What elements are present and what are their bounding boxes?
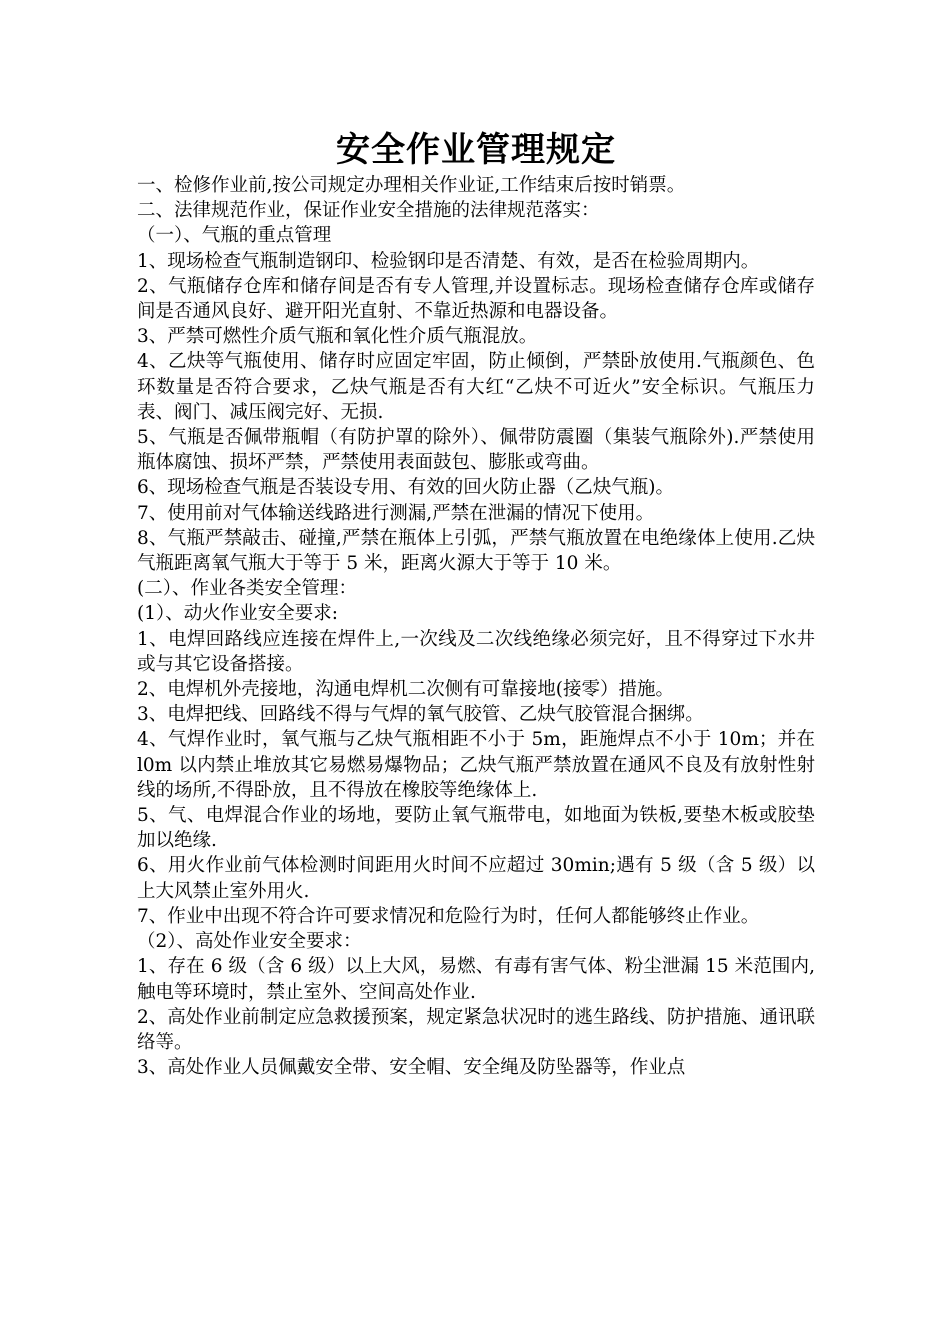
list-item: 1、电焊回路线应连接在焊件上,一次线及二次线绝缘必须完好，且不得穿过下水井或与其它设备搭接。 — [137, 628, 815, 675]
list-item: 2、电焊机外壳接地，沟通电焊机二次侧有可靠接地(接零）措施。 — [137, 679, 674, 701]
subsection-heading: （一）、气瓶的重点管理 — [137, 225, 332, 247]
list-item: 1、存在 6 级（含 6 级）以上大风，易燃、有毒有害气体、粉尘泄漏 15 米范围内,触电等环境时，禁止室外、空间高处作业. — [137, 956, 815, 1003]
section-heading: 一、检修作业前,按公司规定办理相关作业证,工作结束后按时销票。 — [137, 175, 686, 196]
list-item: 3、严禁可燃性介质气瓶和氧化性介质气瓶混放。 — [137, 326, 538, 348]
list-item: 5、气、电焊混合作业的场地，要防止氧气瓶带电，如地面为铁板,要垫木板或胶垫加以绝缘. — [137, 805, 815, 852]
list-item: 2、气瓶储存仓库和储存间是否有专人管理,并设置标志。现场检查储存仓库或储存间是否通风良好、避开阳光直射、不靠近热源和电器设备。 — [137, 275, 815, 323]
list-item: 4、气焊作业时，氧气瓶与乙炔气瓶相距不小于 5m，距施焊点不小于 10m；并在 l0m 以内禁止堆放其它易燃易爆物品；乙炔气瓶严禁放置在通风不良及有放射性射线的场所,不得卧放，且不得放在橡胶等绝缘体上. — [137, 729, 815, 801]
subsection-heading: (二）、作业各类安全管理： — [137, 578, 357, 600]
list-item: 8、气瓶严禁敲击、碰撞,严禁在瓶体上引弧，严禁气瓶放置在电绝缘体上使用.乙炔气瓶距离氧气瓶大于等于 5 米，距离火源大于等于 10 米。 — [137, 527, 815, 575]
subsection-heading: （2）、高处作业安全要求： — [137, 931, 362, 953]
list-item: 1、现场检查气瓶制造钢印、检验钢印是否清楚、有效，是否在检验周期内。 — [137, 250, 760, 272]
list-item: 4、乙炔等气瓶使用、储存时应固定牢固，防止倾倒，严禁卧放使用.气瓶颜色、色环数量是否符合要求，乙炔气瓶是否有大红“乙炔不可近火”安全标识。气瓶压力表、阀门、减压阀完好、无损. — [137, 351, 815, 423]
section-heading: 二、法律规范作业，保证作业安全措施的法律规范落实： — [137, 200, 600, 222]
list-item: 7、作业中出现不符合许可要求情况和危险行为时，任何人都能够终止作业。 — [137, 905, 760, 927]
document-body — [137, 173, 815, 1080]
document-page — [137, 0, 815, 1080]
list-item: 2、高处作业前制定应急救援预案，规定紧急状况时的逃生路线、防护措施、通讯联络等。 — [137, 1006, 815, 1053]
list-item: 6、现场检查气瓶是否装设专用、有效的回火防止器（乙炔气瓶)。 — [137, 477, 674, 499]
list-item: 6、用火作业前气体检测时间距用火时间不应超过 30min;遇有 5 级（含 5 级）以上大风禁止室外用火. — [137, 855, 815, 902]
list-item: 5、气瓶是否佩带瓶帽（有防护罩的除外）、佩带防震圈（集装气瓶除外).严禁使用瓶体腐蚀、损坏严禁，严禁使用表面鼓包、膨胀或弯曲。 — [137, 427, 815, 474]
list-item: 3、电焊把线、回路线不得与气焊的氧气胶管、乙炔气胶管混合捆绑。 — [137, 704, 704, 726]
list-item: 3、高处作业人员佩戴安全带、安全帽、安全绳及防坠器等，作业点 — [137, 1057, 686, 1079]
list-item: 7、使用前对气体输送线路进行测漏,严禁在泄漏的情况下使用。 — [137, 502, 655, 524]
subsection-heading: (1）、动火作业安全要求: — [137, 603, 338, 625]
document-title: 安全作业管理规定 — [336, 130, 616, 170]
